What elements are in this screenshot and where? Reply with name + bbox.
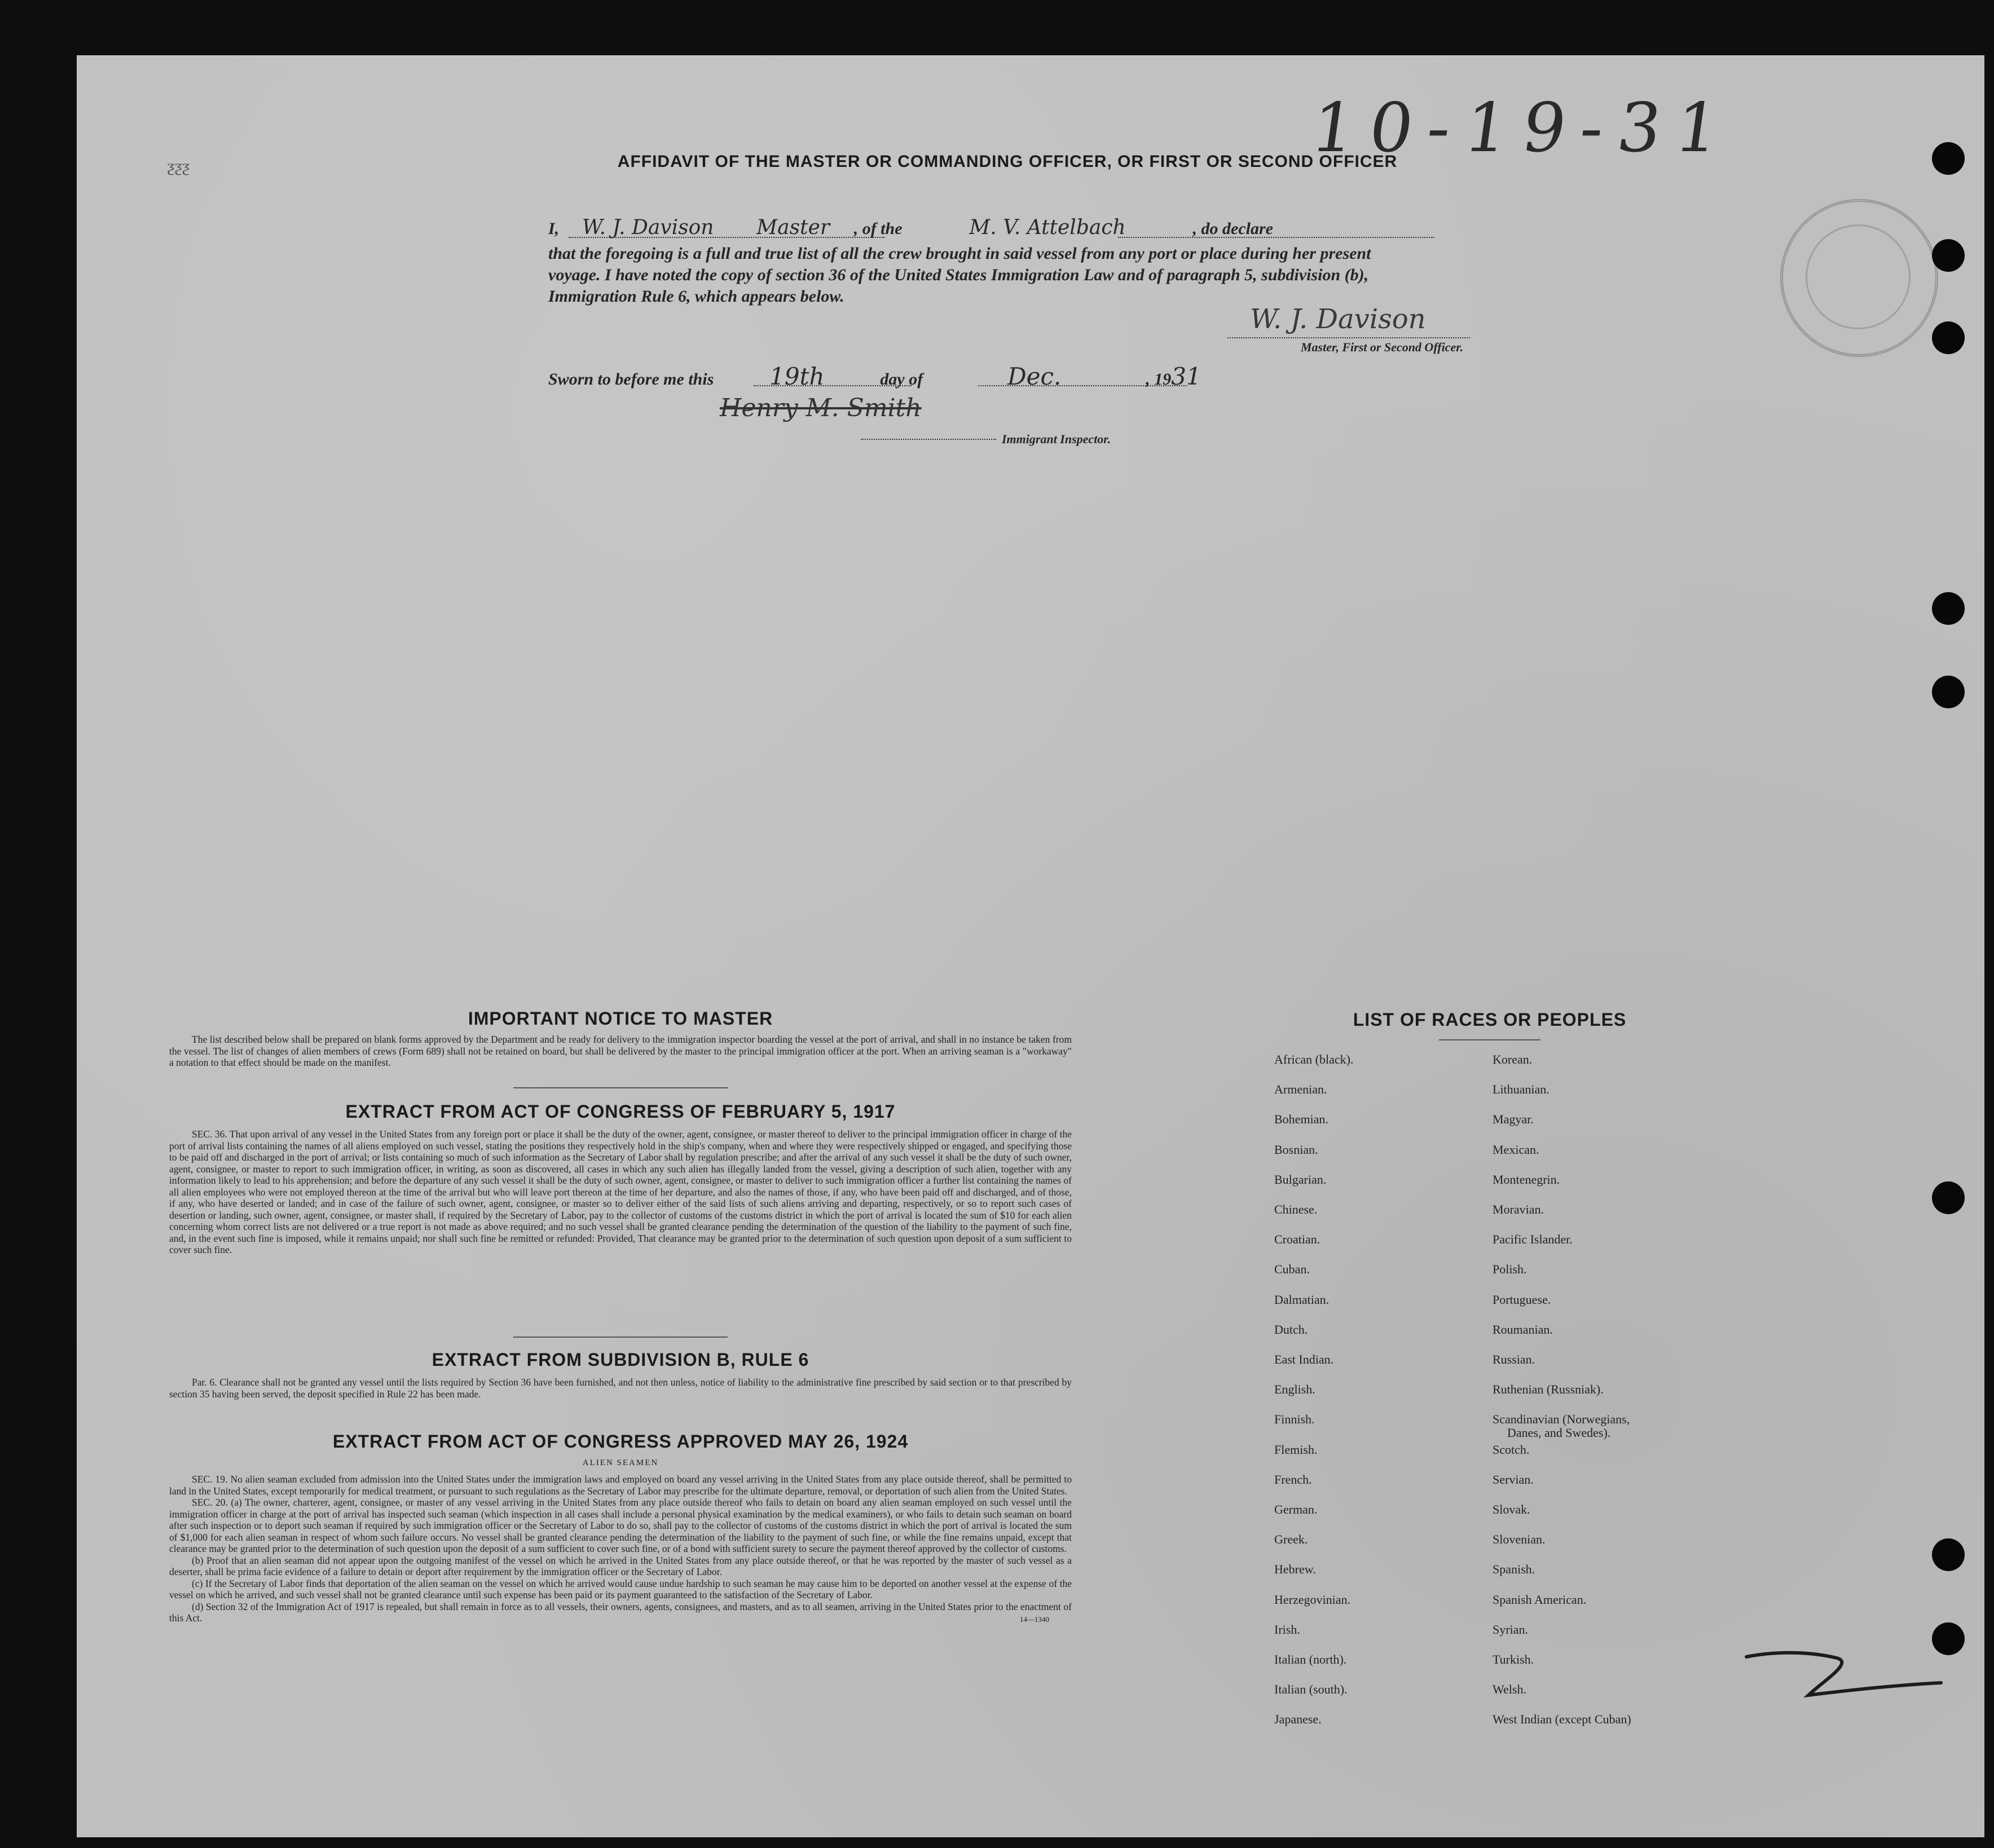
form-number: 14—1340 [1020, 1615, 1049, 1624]
race-item: Irish. [1274, 1622, 1300, 1637]
race-item: German. [1274, 1502, 1318, 1516]
sec-20b-text: (b) Proof that an alien seaman did not appear upon the outgoing manifest of the vessel on which he arrived in the United States from any place outside thereof, or that he was reported by the master of such vessel as a deserter, shall be prima facie evidence of a failure to detain or deport after requirement by the immigration officer or the Secretary of Labor. [169, 1554, 1072, 1577]
handwritten-date-number: 10-19-31 [1306, 89, 1739, 167]
rank-handwritten: Master [756, 216, 830, 239]
race-item: Servian. [1493, 1472, 1534, 1487]
race-item: Bohemian. [1274, 1112, 1328, 1127]
master-signature: W. J. Davison [1250, 303, 1426, 335]
day-blank-line [754, 385, 912, 386]
divider-2 [513, 1337, 728, 1338]
race-item: Mexican. [1493, 1142, 1539, 1157]
race-item: Flemish. [1274, 1442, 1318, 1457]
subdivision-b-title: EXTRACT FROM SUBDIVISION B, RULE 6 [432, 1349, 809, 1370]
race-item: English. [1274, 1382, 1315, 1397]
punch-hole-8 [1932, 1622, 1965, 1655]
sworn-label: Sworn to before me this [548, 370, 714, 389]
extract-1924-title: EXTRACT FROM ACT OF CONGRESS APPROVED MAY 26, 1924 [332, 1431, 909, 1452]
race-item: Chinese. [1274, 1202, 1318, 1216]
corner-mark: ƺƺƺ [167, 157, 190, 175]
race-item: Croatian. [1274, 1232, 1320, 1247]
race-item: Slovenian. [1493, 1532, 1546, 1547]
race-item: Armenian. [1274, 1082, 1327, 1097]
master-name-handwritten: W. J. Davison [582, 216, 714, 239]
race-item: Danes, and Swedes). [1507, 1426, 1611, 1440]
races-title: LIST OF RACES OR PEOPLES [1353, 1009, 1627, 1030]
race-item: African (black). [1274, 1052, 1354, 1066]
race-item: Herzegovinian. [1274, 1592, 1350, 1607]
extract-1924-body [169, 1474, 1072, 1624]
punch-hole-7 [1932, 1538, 1965, 1571]
month-blank-line [978, 385, 1187, 386]
punch-hole-2 [1932, 239, 1965, 272]
vessel-blank-line [1118, 237, 1434, 238]
race-item: Korean. [1493, 1052, 1533, 1066]
punch-hole-1 [1932, 142, 1965, 175]
race-item: Montenegrin. [1493, 1172, 1560, 1187]
declaration-line-4: Immigration Rule 6, which appears below. [548, 287, 844, 306]
vessel-name-handwritten: M. V. Attelbach [969, 216, 1126, 239]
races-divider [1439, 1039, 1540, 1040]
do-declare-text: , do declare [1192, 219, 1273, 238]
race-item: Welsh. [1493, 1682, 1526, 1697]
race-item: Ruthenian (Russniak). [1493, 1382, 1604, 1397]
inspector-signature: Henry M. Smith [720, 394, 922, 422]
race-item: Magyar. [1493, 1112, 1534, 1127]
race-item: Cuban. [1274, 1262, 1310, 1277]
punch-hole-6 [1932, 1181, 1965, 1214]
race-item: Roumanian. [1493, 1322, 1553, 1337]
race-item: Polish. [1493, 1262, 1527, 1277]
day-handwritten: 19th [769, 363, 825, 390]
race-item: Portuguese. [1493, 1292, 1551, 1307]
race-item: Italian (south). [1274, 1682, 1348, 1697]
punch-hole-3 [1932, 321, 1965, 354]
race-item: Slovak. [1493, 1502, 1530, 1516]
race-item: Russian. [1493, 1352, 1535, 1366]
divider-1 [513, 1087, 728, 1088]
sec-20a-text: SEC. 20. (a) The owner, charterer, agent, consignee, or master of any vessel arriving in the United States from any place outside thereof who fails to detain on board any alien seaman employed on such vessel until the immigration officer in charge at the port of arrival has inspected such seaman (which inspection in all cases shall include a personal physical examination by the medical examiners), or who fails to detain such seaman on board after such inspection or to deport such seaman if required by such immigration officer or the Secretary of Labor to do so, shall pay to the collector of customs of the customs district in which the port of arrival is located the sum of $1,000 for each alien seaman in respect of whom such failure occurs. No vessel shall be granted clearance pending the determination of the liability to the payment of such fine, or while the fine remains unpaid, except that clearance may be granted prior to the determination of such question upon the deposit of a sum sufficient to cover such fine, or of a bond with sufficient surety to secure the payment thereof approved by the collector of customs. [169, 1497, 1072, 1554]
race-item: East Indian. [1274, 1352, 1334, 1366]
inspector-caption: Immigrant Inspector. [1002, 432, 1111, 446]
race-item: Dalmatian. [1274, 1292, 1330, 1307]
race-item: Scandinavian (Norwegians, [1493, 1412, 1630, 1427]
seal-stamp [1780, 199, 1938, 357]
month-handwritten: Dec. [1007, 363, 1062, 390]
race-item: Moravian. [1493, 1202, 1544, 1216]
document-page [77, 55, 1984, 1837]
name-blank-line [569, 237, 884, 238]
race-item: Lithuanian. [1493, 1082, 1550, 1097]
handwritten-mark [1741, 1646, 1944, 1708]
of-the-text: , of the [853, 219, 903, 238]
race-item: Pacific Islander. [1493, 1232, 1573, 1247]
punch-hole-5 [1932, 676, 1965, 708]
punch-hole-4 [1932, 592, 1965, 625]
year-prefix: , 19 [1146, 370, 1172, 389]
sec-20c-text: (c) If the Secretary of Labor finds that deportation of the alien seaman on the vessel on which he arrived would cause undue hardship to such seaman he may cause him to be deported on another vessel at the expense of the vessel on which he arrived, and such vessel shall not be granted clearance until such expense has been paid or its payment guaranteed to the satisfaction of the Secretary of Labor. [169, 1577, 1072, 1600]
declaration-line-2: that the foregoing is a full and true list of all the crew brought in said vessel from any port or place during her present [548, 244, 1371, 263]
sec-20d-text: (d) Section 32 of the Immigration Act of 1917 is repealed, but shall remain in force as to all vessels, their owners, agents, consignees, and masters, and as to all seamen, arriving in the United States prior to the enactment of this Act. [169, 1600, 1072, 1624]
alien-seamen-subtitle: ALIEN SEAMEN [582, 1458, 659, 1467]
extract-1917-text: SEC. 36. That upon arrival of any vessel in the United States from any foreign port or place it shall be the duty of the owner, agent, consignee, or master thereof to deliver to the principal immigration officer in charge of the port of arrival lists containing the names of all aliens employed on such vessel, stating the positions they respectively hold in the ship's company, when and where they were respectively shipped or engaged, and specifying those to be paid off and discharged in the port of arrival; or lists containing so much of such information as the Secretary of Labor shall by regulation prescribe; and after the arrival of any such vessel it shall be the duty of such owner, agent, consignee, or master to report to such immigration officer, in writing, as soon as discovered, all cases in which any such alien has illegally landed from the vessel, giving a description of such alien, together with any information likely to lead to his apprehension; and before the departure of any such vessel it shall be the duty of such owner, agent, consignee, or master to deliver to such immigration officer a further list containing the names of all alien employees who were not employed thereon at the time of the arrival but who will leave port thereon at the time of her departure, and also the names of those, if any, who have been paid off and discharged, and of those, if any, who have deserted or landed; and in case of the failure of such owner, agent, consignee, or master so to deliver either of the said lists of such aliens arriving and departing, respectively, or so to report such cases of desertion or landing, such owner, agent, consignee, or master shall, if required by the Secretary of Labor, pay to the collector of customs of the customs district in which the port of arrival is located the sum of $10 for each alien concerning whom correct lists are not delivered or a true report is not made as above required; and no such vessel shall be granted clearance pending the determination of the question of the liability to the payment of such fine, and, in the event such fine is imposed, while it remains unpaid; nor shall such fine be remitted or refunded: Provided, That clearance may be granted prior to the determination of such question upon deposit of a sum sufficient to cover such fine. [169, 1128, 1072, 1255]
race-item: Greek. [1274, 1532, 1308, 1547]
declaration-line-3: voyage. I have noted the copy of section 36 of the United States Immigration Law and of paragraph 5, subdivision (b), [548, 266, 1369, 284]
race-item: French. [1274, 1472, 1312, 1487]
extract-1917-title: EXTRACT FROM ACT OF CONGRESS OF FEBRUARY 5, 1917 [345, 1101, 896, 1122]
race-item: Spanish. [1493, 1562, 1535, 1577]
sec-19-text: SEC. 19. No alien seaman excluded from admission into the United States under the immigration laws and employed on board any vessel arriving in the United States from any place outside thereof, shall be permitted to land in the United States, except temporarily for medical treatment, or pursuant to such regulations as the Secretary of Labor may prescribe for the ultimate departure, removal, or deportation of such alien from the United States. [169, 1474, 1072, 1497]
race-item: Finnish. [1274, 1412, 1315, 1427]
subdivision-b-text: Par. 6. Clearance shall not be granted any vessel until the lists required by Section 36 have been furnished, and not then unless, notice of liability to the administrative fine prescribed by said section or to that prescribed by section 35 having been served, the deposit specified in Rule 22 has been made. [169, 1377, 1072, 1400]
inspector-line [861, 439, 996, 440]
race-item: Japanese. [1274, 1712, 1322, 1727]
race-item: Scotch. [1493, 1442, 1530, 1457]
declaration-line-1 [548, 216, 1620, 239]
race-item: Syrian. [1493, 1622, 1528, 1637]
race-item: Bosnian. [1274, 1142, 1318, 1157]
race-item: West Indian (except Cuban) [1493, 1712, 1631, 1727]
signature-line [1227, 337, 1470, 338]
notice-title: IMPORTANT NOTICE TO MASTER [468, 1008, 773, 1029]
race-item: Spanish American. [1493, 1592, 1587, 1607]
race-item: Hebrew. [1274, 1562, 1316, 1577]
notice-text: The list described below shall be prepared on blank forms approved by the Department and be ready for delivery to the immigration inspector boarding the vessel at the port of arrival, and shall in no instance be taken from the vessel. The list of changes of alien members of crews (Form 689) shall not be retained on board, but shall be delivered by the master to the principal immigration officer at the port. When an arriving seaman is a "workaway" a notation to that effect should be made on the manifest. [169, 1034, 1072, 1068]
year-handwritten: 31 [1171, 363, 1201, 390]
race-item: Italian (north). [1274, 1652, 1347, 1666]
race-item: Turkish. [1493, 1652, 1534, 1666]
signature-caption: Master, First or Second Officer. [1301, 340, 1464, 354]
day-of-label: day of [880, 370, 923, 389]
race-item: Dutch. [1274, 1322, 1308, 1337]
lead-text: I, [548, 219, 560, 238]
affidavit-title: AFFIDAVIT OF THE MASTER OR COMMANDING OFFICER, OR FIRST OR SECOND OFFICER [617, 152, 1398, 171]
race-item: Bulgarian. [1274, 1172, 1327, 1187]
